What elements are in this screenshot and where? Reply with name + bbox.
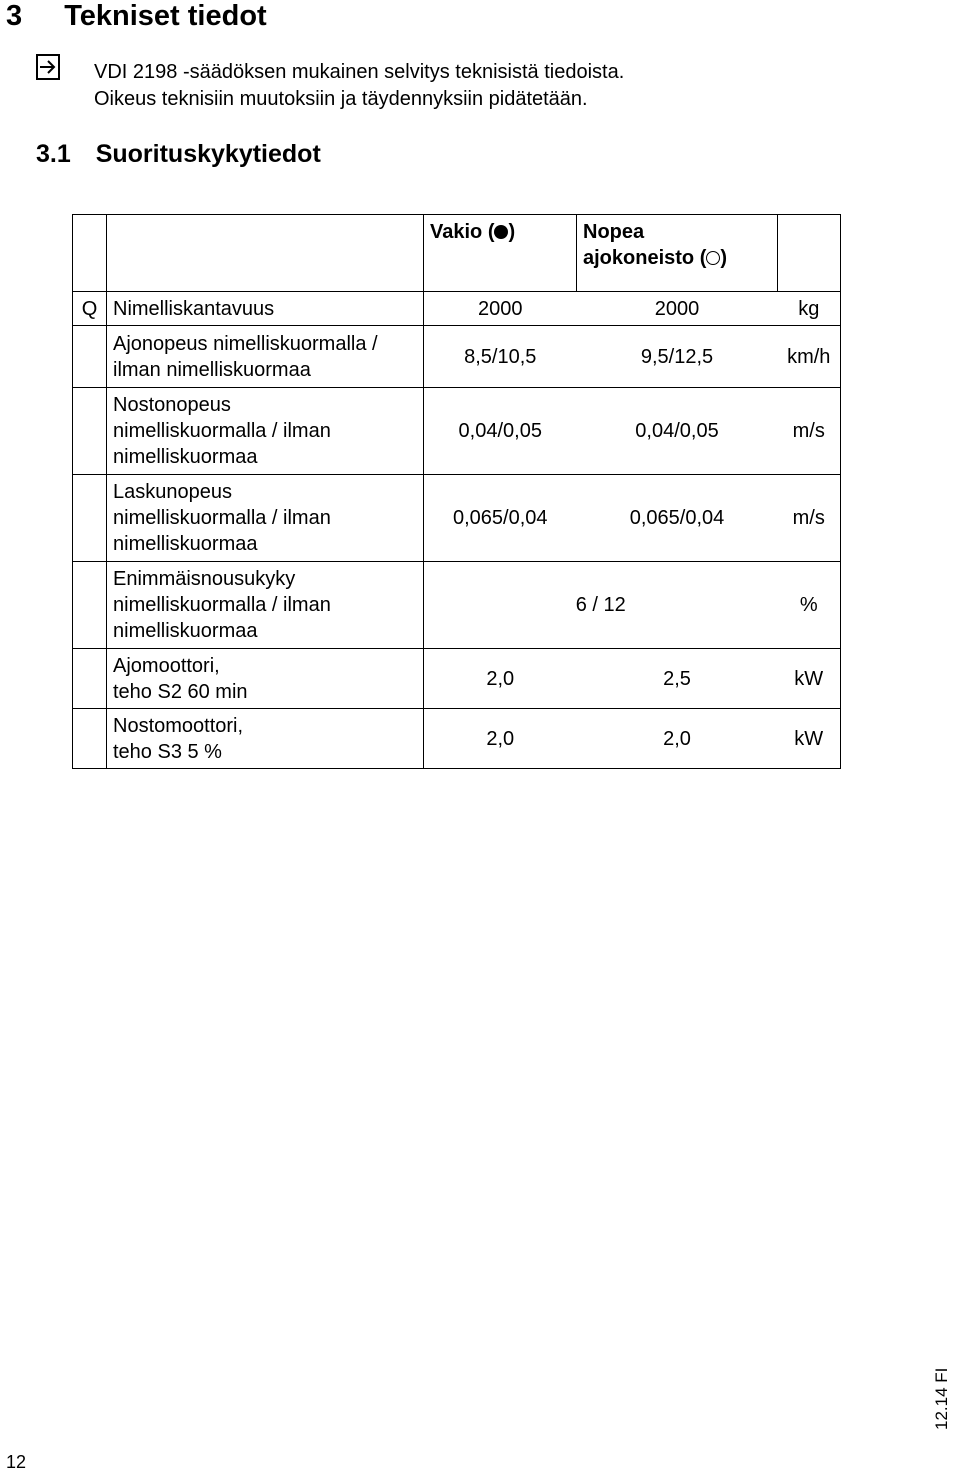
- value-fast: 9,5/12,5: [577, 326, 778, 388]
- value-unit: kW: [778, 649, 841, 709]
- row-label: Nostomoottori, teho S3 5 %: [107, 709, 424, 769]
- table-row: [73, 709, 841, 769]
- value-fast: 2,5: [577, 649, 778, 709]
- row-label: Laskunopeus nimelliskuormalla / ilman nimelliskuormaa: [107, 475, 424, 562]
- table-row: [73, 649, 841, 709]
- row-code: Q: [73, 292, 107, 326]
- value-unit: m/s: [778, 475, 841, 562]
- value-standard: 0,065/0,04: [424, 475, 577, 562]
- row-code: [73, 475, 107, 562]
- value-fast: 2000: [577, 292, 778, 326]
- row-label: Ajonopeus nimelliskuormalla / ilman nimelliskuormaa: [107, 326, 424, 388]
- table-row: [73, 562, 841, 649]
- header-standard: Vakio ( ): [424, 215, 577, 292]
- value-standard: 2000: [424, 292, 577, 326]
- table-row: [73, 326, 841, 388]
- value-standard: 8,5/10,5: [424, 326, 577, 388]
- subsection-title: Suorituskykytiedot: [95, 140, 321, 168]
- subsection-number: 3.1: [36, 140, 71, 168]
- subsection-heading: [6, 140, 321, 169]
- row-label: Nostonopeus nimelliskuormalla / ilman nimelliskuormaa: [107, 388, 424, 475]
- row-code: [73, 562, 107, 649]
- table-row: [73, 475, 841, 562]
- row-code: [73, 649, 107, 709]
- value-unit: kg: [778, 292, 841, 326]
- row-label: Ajomoottori, teho S2 60 min: [107, 649, 424, 709]
- value-standard: 2,0: [424, 649, 577, 709]
- value-fast: 0,04/0,05: [577, 388, 778, 475]
- value-combined: 6 / 12: [424, 562, 778, 649]
- value-fast: 2,0: [577, 709, 778, 769]
- value-standard: 0,04/0,05: [424, 388, 577, 475]
- row-code: [73, 709, 107, 769]
- table-row: [73, 292, 841, 326]
- table-row: [73, 388, 841, 475]
- value-unit: m/s: [778, 388, 841, 475]
- note-line-1: VDI 2198 -säädöksen mukainen selvitys teknisistä tiedoista.: [94, 61, 625, 83]
- row-code: [73, 388, 107, 475]
- open-circle-icon: [706, 251, 720, 265]
- row-code: [73, 326, 107, 388]
- value-standard: 2,0: [424, 709, 577, 769]
- arrow-right-icon: [36, 54, 60, 80]
- table-header-row: [73, 215, 841, 292]
- value-unit: kW: [778, 709, 841, 769]
- section-number: 3: [6, 0, 23, 32]
- value-unit: km/h: [778, 326, 841, 388]
- performance-table: [72, 214, 841, 769]
- section-heading: [6, 0, 267, 33]
- note-line-2: Oikeus teknisiin muutoksiin ja täydennyksiin pidätetään.: [94, 88, 588, 110]
- row-label: Nimelliskantavuus: [107, 292, 424, 326]
- page-number: 12: [6, 1452, 27, 1472]
- filled-circle-icon: [494, 225, 508, 239]
- value-fast: 0,065/0,04: [577, 475, 778, 562]
- row-label: Enimmäisnousukyky nimelliskuormalla / ilman nimelliskuormaa: [107, 562, 424, 649]
- section-title: Tekniset tiedot: [64, 0, 267, 32]
- value-unit: %: [778, 562, 841, 649]
- header-fast-drive: Nopea ajokoneisto ( ): [577, 215, 778, 292]
- footer-date: 12.14 FI: [932, 1367, 951, 1430]
